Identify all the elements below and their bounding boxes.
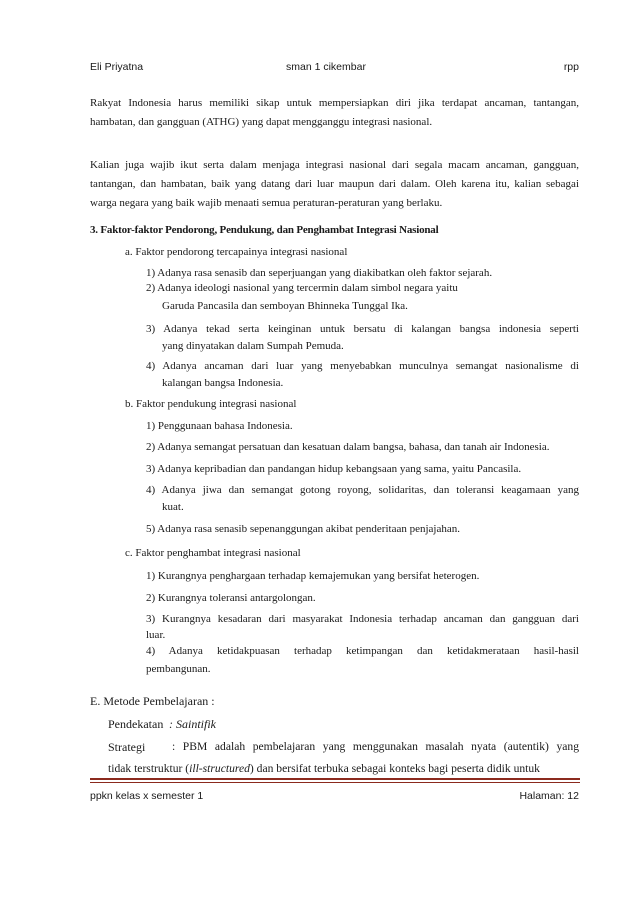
list-item: 2) Adanya semangat persatuan dan kesatuan dalam bangsa, bahasa, dan tanah air Indonesia. bbox=[146, 441, 550, 453]
list-item: 1) Kurangnya penghargaan terhadap kemajemukan yang bersifat heterogen. bbox=[146, 570, 480, 582]
list-item: 4) Adanya ancaman dari luar yang menyebabkan munculnya semangat nasionalisme di bbox=[146, 360, 579, 372]
pendekatan-label: Pendekatan bbox=[108, 717, 164, 731]
list-item: 5) Adanya rasa senasib sepenanggungan akibat penderitaan penjajahan. bbox=[146, 523, 460, 535]
strategi-continuation-italic: ill-structured bbox=[189, 762, 250, 775]
list-item: 3) Adanya tekad serta keinginan untuk bersatu di kalangan bangsa indonesia seperti bbox=[146, 323, 579, 335]
list-item: 3) Adanya kepribadian dan pandangan hidup kebangsaan yang sama, yaitu Pancasila. bbox=[146, 463, 522, 475]
header-school: sman 1 cikembar bbox=[286, 61, 366, 73]
list-item: 3) Kurangnya kesadaran dari masyarakat Indonesia terhadap ancaman dan gangguan dari bbox=[146, 613, 579, 625]
strategi-label: Strategi bbox=[108, 740, 146, 754]
subsection-a-heading: a. Faktor pendorong tercapainya integrasi nasional bbox=[125, 246, 348, 258]
strategi-continuation-part-1: tidak terstruktur ( bbox=[108, 762, 190, 775]
list-item: 2) Adanya ideologi nasional yang tercermin dalam simbol negara yaitu bbox=[146, 282, 458, 294]
footer-rule-thick bbox=[90, 778, 580, 780]
section-3-title: 3. Faktor-faktor Pendorong, Pendukung, dan Penghambat Integrasi Nasional bbox=[90, 224, 439, 236]
paragraph-2-line-1: Kalian juga wajib ikut serta dalam menjaga integrasi nasional dari segala macam ancaman, gangguan, bbox=[90, 159, 579, 171]
list-item: 4) Adanya ketidakpuasan terhadap ketimpangan dan ketidakmerataan hasil-hasil bbox=[146, 645, 579, 657]
list-item-continuation: yang dinyatakan dalam Sumpah Pemuda. bbox=[162, 340, 344, 352]
list-item-continuation: luar. bbox=[146, 629, 166, 641]
list-item: 2) Kurangnya toleransi antargolongan. bbox=[146, 592, 316, 604]
footer-page-number: Halaman: 12 bbox=[519, 790, 579, 802]
list-item: 4) Adanya jiwa dan semangat gotong royong, solidaritas, dan toleransi keagamaan yang bbox=[146, 484, 579, 496]
subsection-b-heading: b. Faktor pendukung integrasi nasional bbox=[125, 398, 297, 410]
header-author: Eli Priyatna bbox=[90, 61, 144, 73]
list-item-continuation: kalangan bangsa Indonesia. bbox=[162, 377, 284, 389]
subsection-c-heading: c. Faktor penghambat integrasi nasional bbox=[125, 547, 301, 559]
section-e-title: E. Metode Pembelajaran : bbox=[90, 694, 215, 708]
list-item-continuation: Garuda Pancasila dan semboyan Bhinneka Tunggal Ika. bbox=[162, 300, 408, 312]
paragraph-2-line-2: tantangan, dan hambatan, baik yang datang dari luar maupun dari dalam. Oleh karena itu, kalian sebagai bbox=[90, 178, 579, 190]
page-footer bbox=[90, 790, 579, 806]
footer-rule-thin bbox=[90, 782, 580, 783]
page-header bbox=[90, 61, 579, 77]
strategi-value: : PBM adalah pembelajaran yang menggunakan masalah nyata (autentik) yang bbox=[172, 740, 579, 753]
paragraph-2-line-3: warga negara yang baik wajib menaati semua peraturan-peraturan yang berlaku. bbox=[90, 197, 443, 209]
paragraph-1-line-2: hambatan, dan gangguan (ATHG) yang dapat mengganggu integrasi nasional. bbox=[90, 116, 433, 128]
list-item-continuation: kuat. bbox=[162, 501, 184, 513]
list-item-continuation: pembangunan. bbox=[146, 663, 211, 675]
paragraph-1-line-1: Rakyat Indonesia harus memiliki sikap untuk mempersiapkan diri jika terdapat ancaman, tantangan, bbox=[90, 97, 579, 109]
strategi-continuation-part-2: ) dan bersifat terbuka sebagai konteks bagi peserta didik untuk bbox=[249, 762, 540, 775]
footer-course: ppkn kelas x semester 1 bbox=[90, 790, 204, 802]
list-item: 1) Adanya rasa senasib dan seperjuangan yang diakibatkan oleh faktor sejarah. bbox=[146, 267, 493, 279]
pendekatan-value: : Saintifik bbox=[169, 717, 216, 731]
list-item: 1) Penggunaan bahasa Indonesia. bbox=[146, 420, 293, 432]
header-doc-type: rpp bbox=[563, 61, 579, 73]
strategi-continuation bbox=[108, 762, 540, 776]
